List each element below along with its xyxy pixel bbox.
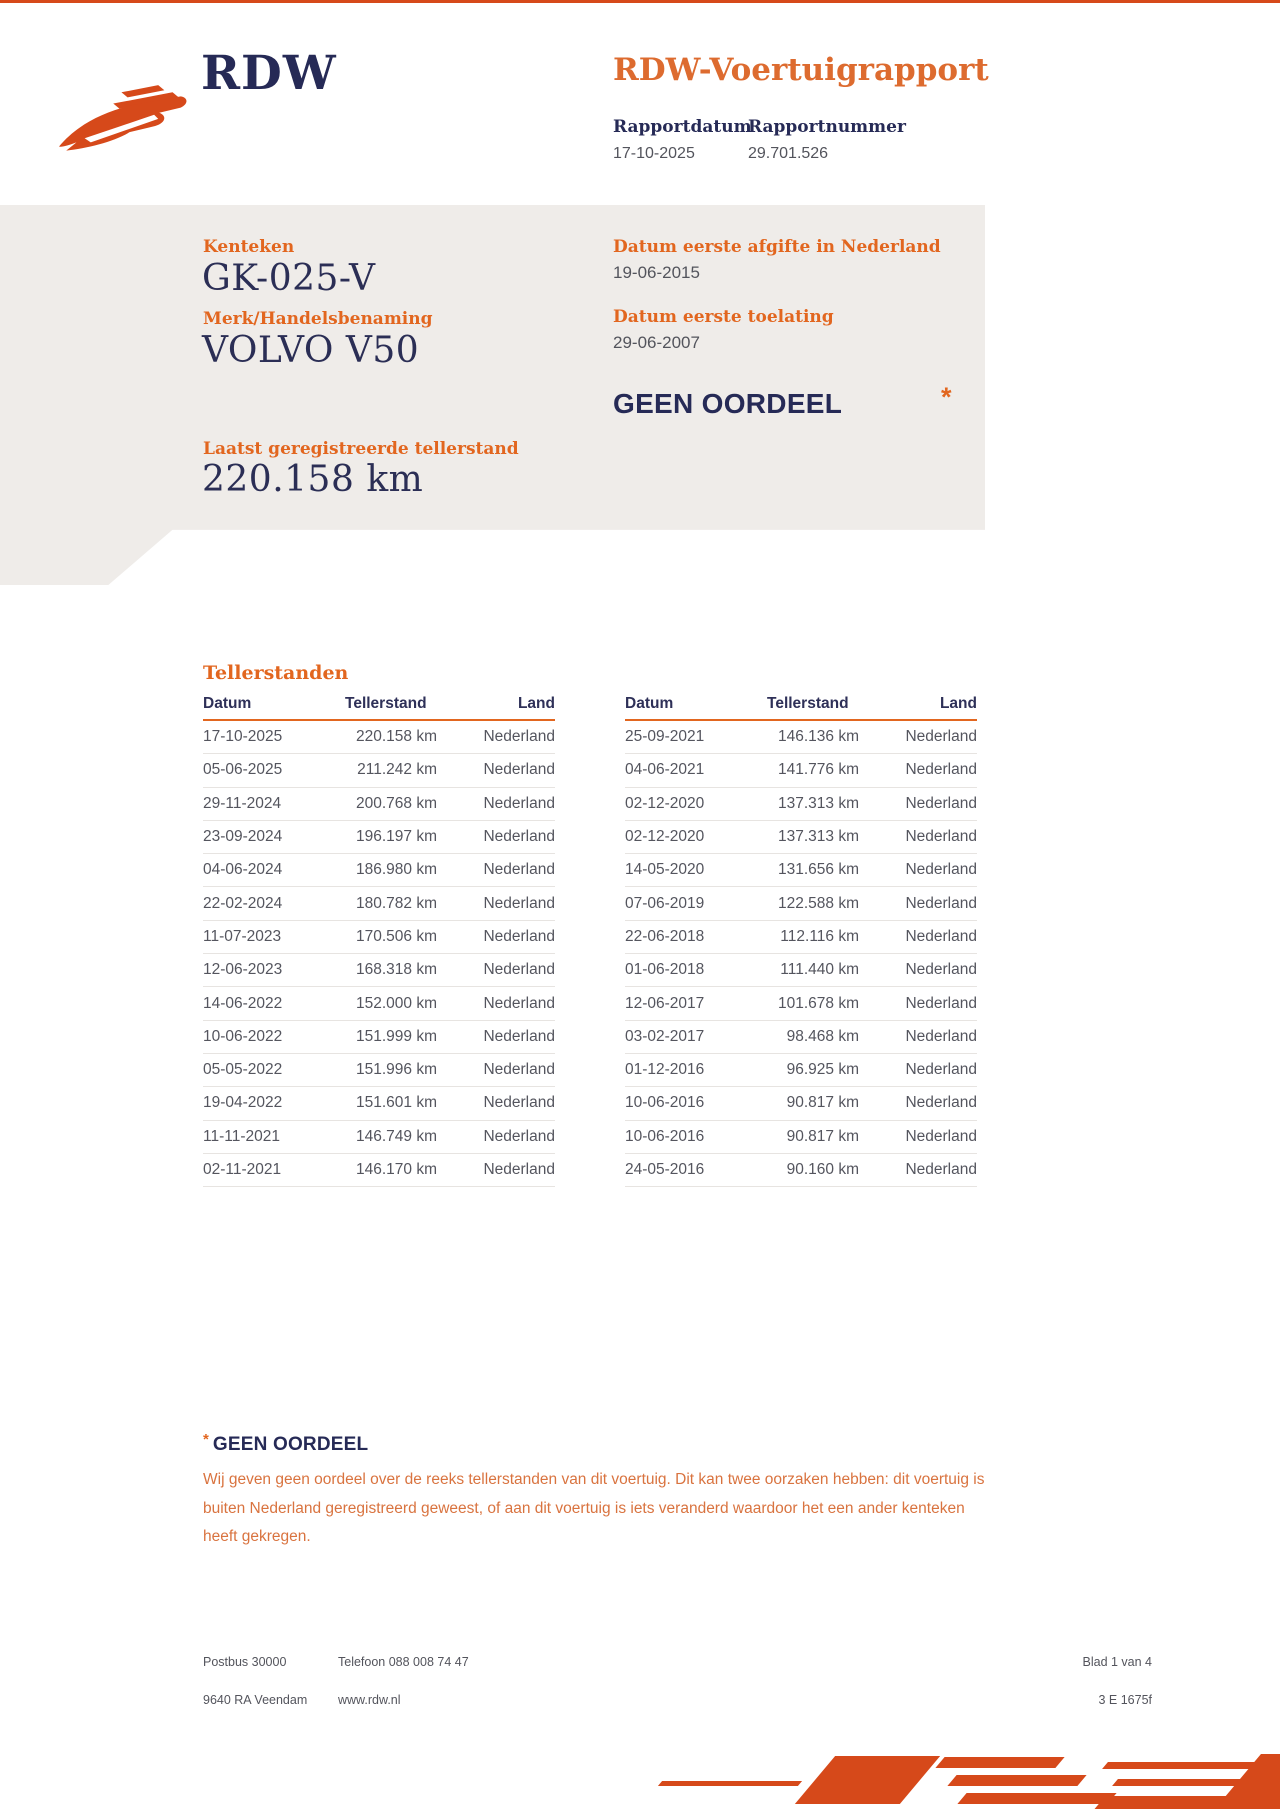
kenteken-value: GK-025-V [202, 258, 376, 299]
table-row [625, 887, 977, 920]
cell-datum: 01-12-2016 [625, 1061, 705, 1079]
table-row [203, 788, 555, 821]
cell-tellerstand: 112.116 km [780, 927, 859, 945]
laatste-tellerstand-label: Laatst geregistreerde tellerstand [203, 439, 519, 459]
eerste-afgifte-label: Datum eerste afgifte in Nederland [613, 237, 941, 257]
cell-tellerstand: 151.601 km [356, 1094, 437, 1112]
cell-tellerstand: 90.160 km [786, 1161, 859, 1178]
cell-tellerstand: 151.996 km [356, 1061, 437, 1079]
footer-website-link[interactable]: www.rdw.nl [338, 1693, 401, 1707]
cell-datum: 05-05-2022 [203, 1061, 283, 1079]
cell-datum: 22-06-2018 [625, 927, 705, 945]
cell-tellerstand: 146.749 km [356, 1127, 437, 1145]
col-tellerstand: Tellerstand [767, 695, 849, 712]
footnote-title: GEEN OORDEEL [212, 1434, 369, 1455]
table-row [203, 887, 555, 920]
cell-land: Nederland [483, 1027, 555, 1045]
cell-land: Nederland [483, 728, 555, 746]
table-row [625, 1121, 977, 1154]
cell-land: Nederland [483, 1094, 555, 1112]
merk-handelsbenaming-value: VOLVO V50 [202, 330, 420, 371]
cell-land: Nederland [483, 861, 555, 879]
cell-land: Nederland [905, 1027, 977, 1045]
cell-land: Nederland [905, 1127, 977, 1145]
footer-page-number: Blad 1 van 4 [1082, 1655, 1152, 1669]
report-number-value: 29.701.526 [748, 145, 829, 162]
cell-land: Nederland [483, 761, 555, 779]
cell-land: Nederland [905, 728, 977, 746]
cell-tellerstand: 220.158 km [356, 728, 437, 746]
cell-datum: 29-11-2024 [203, 794, 282, 812]
cell-land: Nederland [905, 828, 977, 846]
table-row [203, 721, 555, 754]
table-row [625, 721, 977, 754]
table-row [625, 921, 977, 954]
cell-land: Nederland [483, 894, 555, 912]
footer-postbus: Postbus 30000 [203, 1655, 287, 1669]
cell-datum: 17-10-2025 [203, 728, 283, 746]
footnote-heading [203, 1431, 368, 1456]
cell-datum: 04-06-2024 [203, 861, 283, 879]
cell-tellerstand: 141.776 km [778, 761, 859, 779]
footnote-asterisk: * [203, 1431, 209, 1448]
cell-tellerstand: 168.318 km [356, 961, 437, 979]
cell-datum: 02-12-2020 [625, 828, 705, 846]
verdict-text: GEEN OORDEEL [613, 388, 843, 419]
table-row [203, 1154, 555, 1187]
col-datum: Datum [203, 695, 252, 712]
footer-telefoon: Telefoon 088 008 74 47 [338, 1655, 469, 1669]
cell-land: Nederland [905, 894, 977, 912]
rdw-wing-logo-icon [56, 84, 194, 164]
tellerstanden-table-left [203, 695, 555, 1187]
eerste-toelating-value: 29-06-2007 [613, 333, 700, 352]
verdict-asterisk: * [941, 382, 952, 412]
cell-tellerstand: 131.656 km [778, 861, 859, 879]
cell-tellerstand: 98.468 km [786, 1027, 859, 1045]
laatste-tellerstand-value: 220.158 km [202, 459, 424, 500]
cell-land: Nederland [905, 761, 977, 779]
cell-datum: 11-11-2021 [203, 1127, 280, 1145]
cell-datum: 05-06-2025 [203, 761, 283, 779]
table-body [203, 721, 555, 1187]
cell-tellerstand: 196.197 km [356, 828, 437, 846]
table-row [203, 921, 555, 954]
tellerstanden-section-title: Tellerstanden [203, 662, 349, 684]
table-row [625, 788, 977, 821]
cell-datum: 01-06-2018 [625, 961, 705, 979]
table-row [625, 821, 977, 854]
cell-tellerstand: 90.817 km [786, 1127, 859, 1145]
col-datum: Datum [625, 695, 674, 712]
table-row [203, 1054, 555, 1087]
cell-tellerstand: 96.925 km [786, 1061, 859, 1079]
cell-tellerstand: 211.242 km [357, 761, 437, 779]
table-row [203, 821, 555, 854]
table-row [203, 1021, 555, 1054]
speed-stripes-icon [640, 1754, 1280, 1812]
cell-datum: 07-06-2019 [625, 894, 705, 912]
cell-datum: 19-04-2022 [203, 1094, 283, 1112]
cell-tellerstand: 146.136 km [778, 728, 859, 746]
cell-land: Nederland [905, 994, 977, 1012]
cell-tellerstand: 137.313 km [778, 794, 859, 812]
cell-datum: 02-11-2021 [203, 1161, 282, 1178]
col-land: Land [939, 695, 977, 712]
cell-land: Nederland [483, 828, 555, 846]
cell-land: Nederland [483, 927, 555, 945]
table-row [625, 954, 977, 987]
table-row [203, 754, 555, 787]
cell-land: Nederland [905, 1061, 977, 1079]
cell-datum: 10-06-2022 [203, 1027, 283, 1045]
table-row [625, 987, 977, 1020]
page-title: RDW-Voertuigrapport [613, 52, 989, 88]
footnote-body-text: Wij geven geen oordeel over de reeks tellerstanden van dit voertuig. Dit kan twee oorzaken hebben: dit voertuig is buiten Nederland geregistreerd geweest, of aan dit voertuig is iets veranderd waardoor het een ander kenteken heeft gekregen. [203, 1471, 985, 1546]
cell-tellerstand: 200.768 km [356, 794, 437, 812]
cell-land: Nederland [905, 961, 977, 979]
tellerstanden-table-right [625, 695, 977, 1187]
cell-datum: 23-09-2024 [203, 828, 283, 846]
cell-datum: 10-06-2016 [625, 1094, 705, 1112]
cell-datum: 14-06-2022 [203, 994, 283, 1012]
cell-land: Nederland [905, 1161, 977, 1178]
eerste-afgifte-value: 19-06-2015 [613, 263, 700, 282]
report-number-label: Rapportnummer [748, 117, 906, 137]
table-row [203, 854, 555, 887]
table-row [203, 1087, 555, 1120]
cell-land: Nederland [483, 1061, 555, 1079]
cell-tellerstand: 151.999 km [356, 1027, 437, 1045]
col-tellerstand: Tellerstand [345, 695, 427, 712]
cell-land: Nederland [483, 994, 555, 1012]
cell-tellerstand: 180.782 km [356, 894, 437, 912]
table-row [625, 754, 977, 787]
cell-datum: 24-05-2016 [625, 1161, 705, 1178]
cell-tellerstand: 122.588 km [778, 894, 859, 912]
cell-tellerstand: 111.440 km [780, 961, 859, 979]
cell-land: Nederland [483, 794, 555, 812]
cell-datum: 02-12-2020 [625, 794, 705, 812]
cell-tellerstand: 146.170 km [356, 1161, 437, 1178]
cell-land: Nederland [905, 794, 977, 812]
cell-tellerstand: 152.000 km [356, 994, 437, 1012]
footer-plaats: 9640 RA Veendam [203, 1693, 308, 1707]
brand-wordmark: RDW [201, 46, 337, 101]
cell-tellerstand: 137.313 km [778, 828, 859, 846]
table-row [625, 1021, 977, 1054]
cell-datum: 25-09-2021 [625, 728, 705, 746]
cell-tellerstand: 170.506 km [356, 927, 437, 945]
table-header-row [625, 695, 977, 721]
table-body [625, 721, 977, 1187]
cell-datum: 12-06-2017 [625, 994, 705, 1012]
cell-datum: 10-06-2016 [625, 1127, 705, 1145]
cell-land: Nederland [483, 1161, 555, 1178]
cell-tellerstand: 186.980 km [356, 861, 437, 879]
table-row [625, 1154, 977, 1187]
report-date-value: 17-10-2025 [613, 145, 695, 162]
table-row [203, 987, 555, 1020]
col-land: Land [517, 695, 555, 712]
table-row [203, 1121, 555, 1154]
footer-form-code: 3 E 1675f [1098, 1693, 1152, 1707]
report-date-label: Rapportdatum [613, 117, 752, 137]
cell-datum: 04-06-2021 [625, 761, 705, 779]
table-row [625, 1087, 977, 1120]
cell-datum: 22-02-2024 [203, 894, 283, 912]
cell-land: Nederland [905, 1094, 977, 1112]
merk-handelsbenaming-label: Merk/Handelsbenaming [203, 309, 433, 329]
cell-land: Nederland [905, 927, 977, 945]
cell-datum: 12-06-2023 [203, 961, 283, 979]
table-row [625, 1054, 977, 1087]
top-accent-line [0, 0, 1280, 3]
cell-datum: 14-05-2020 [625, 861, 705, 879]
cell-datum: 03-02-2017 [625, 1027, 705, 1045]
table-header-row [203, 695, 555, 721]
table-row [203, 954, 555, 987]
kenteken-label: Kenteken [203, 237, 295, 257]
eerste-toelating-label: Datum eerste toelating [613, 307, 834, 327]
table-row [625, 854, 977, 887]
cell-land: Nederland [905, 861, 977, 879]
cell-tellerstand: 101.678 km [778, 994, 859, 1012]
cell-land: Nederland [483, 1127, 555, 1145]
cell-land: Nederland [483, 961, 555, 979]
cell-datum: 11-07-2023 [203, 927, 282, 945]
cell-tellerstand: 90.817 km [786, 1094, 859, 1112]
